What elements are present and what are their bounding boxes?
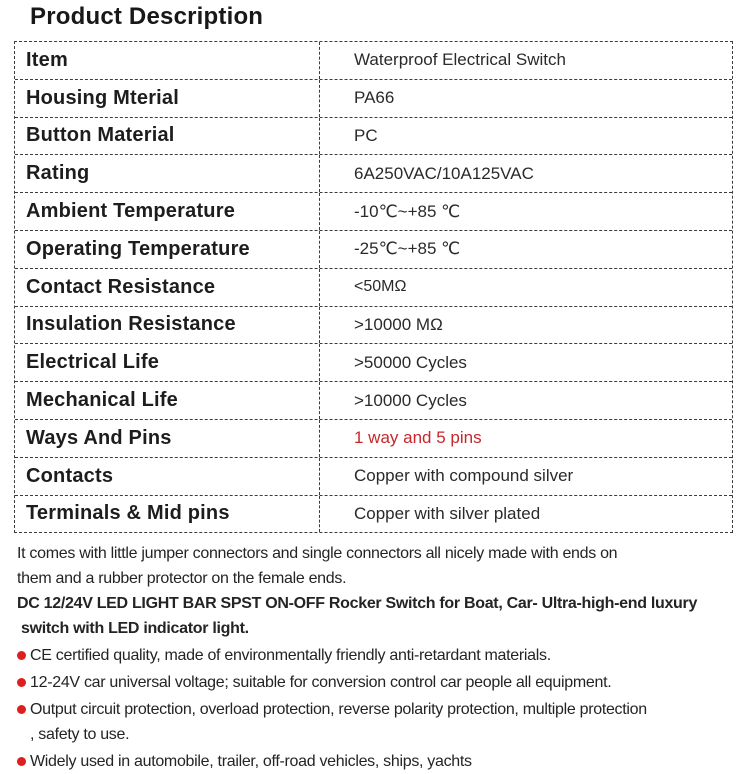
description-section: [17, 541, 739, 774]
table-row: [15, 192, 732, 230]
spec-value: Copper with compound silver: [354, 466, 574, 486]
spec-label: Housing Mterial: [15, 80, 320, 117]
spec-label: Contact Resistance: [15, 269, 320, 306]
product-headline-line: switch with LED indicator light.: [21, 620, 249, 638]
spec-value: <50MΩ: [354, 278, 407, 296]
spec-value-highlighted: 1 way and 5 pins: [354, 428, 482, 448]
bullet-dot-icon: [17, 651, 26, 660]
intro-text-line: them and a rubber protector on the female ends.: [17, 570, 347, 588]
table-row: [15, 381, 732, 419]
spec-label: Button Material: [15, 118, 320, 155]
spec-label: Rating: [15, 155, 320, 192]
table-row: [15, 42, 732, 79]
spec-value: >10000 Cycles: [354, 390, 467, 410]
table-row: [15, 495, 732, 533]
bullet-dot-icon: [17, 757, 26, 766]
spec-label: Mechanical Life: [15, 382, 320, 419]
table-row: [15, 79, 732, 117]
spec-label: Item: [15, 42, 320, 79]
spec-label: Electrical Life: [15, 344, 320, 381]
spec-value: Copper with silver plated: [354, 503, 541, 523]
spec-value: >50000 Cycles: [354, 352, 467, 372]
feature-bullet: [17, 670, 739, 695]
spec-value: >10000 MΩ: [354, 314, 443, 334]
table-row: [15, 457, 732, 495]
table-row: [15, 268, 732, 306]
spec-value: Waterproof Electrical Switch: [354, 50, 566, 70]
table-row-highlighted: [15, 419, 732, 457]
feature-text-line: , safety to use.: [30, 726, 130, 744]
spec-value: PC: [354, 125, 378, 145]
feature-text-line: CE certified quality, made of environmentally friendly anti-retardant materials.: [30, 647, 551, 665]
feature-text-line: Output circuit protection, overload protection, reverse polarity protection, multiple protection: [30, 701, 647, 719]
table-row: [15, 306, 732, 344]
feature-text-line: Widely used in automobile, trailer, off-road vehicles, ships, yachts: [30, 753, 472, 771]
bullet-dot-icon: [17, 678, 26, 687]
spec-value: -25℃~+85 ℃: [354, 239, 461, 259]
table-row: [15, 343, 732, 381]
spec-label: Operating Temperature: [15, 231, 320, 268]
intro-text-line: It comes with little jumper connectors and single connectors all nicely made with ends on: [17, 545, 618, 563]
page-title: Product Description: [30, 3, 264, 30]
feature-bullet: [17, 749, 739, 774]
table-row: [15, 117, 732, 155]
spec-label: Contacts: [15, 458, 320, 495]
spec-table: [14, 41, 733, 533]
table-row: [15, 230, 732, 268]
table-row: [15, 154, 732, 192]
spec-label: Ways And Pins: [15, 420, 320, 457]
spec-label: Ambient Temperature: [15, 193, 320, 230]
bullet-dot-icon: [17, 705, 26, 714]
feature-bullet: [17, 643, 739, 668]
spec-label: Terminals & Mid pins: [15, 496, 320, 533]
feature-bullet: [17, 697, 739, 747]
feature-text-line: 12-24V car universal voltage; suitable for conversion control car people all equipment.: [30, 674, 612, 692]
spec-value: -10℃~+85 ℃: [354, 201, 461, 221]
spec-value: 6A250VAC/10A125VAC: [354, 163, 534, 183]
spec-label: Insulation Resistance: [15, 307, 320, 344]
product-headline-line: DC 12/24V LED LIGHT BAR SPST ON-OFF Rocker Switch for Boat, Car- Ultra-high-end luxury: [17, 595, 698, 613]
spec-value: PA66: [354, 88, 395, 108]
